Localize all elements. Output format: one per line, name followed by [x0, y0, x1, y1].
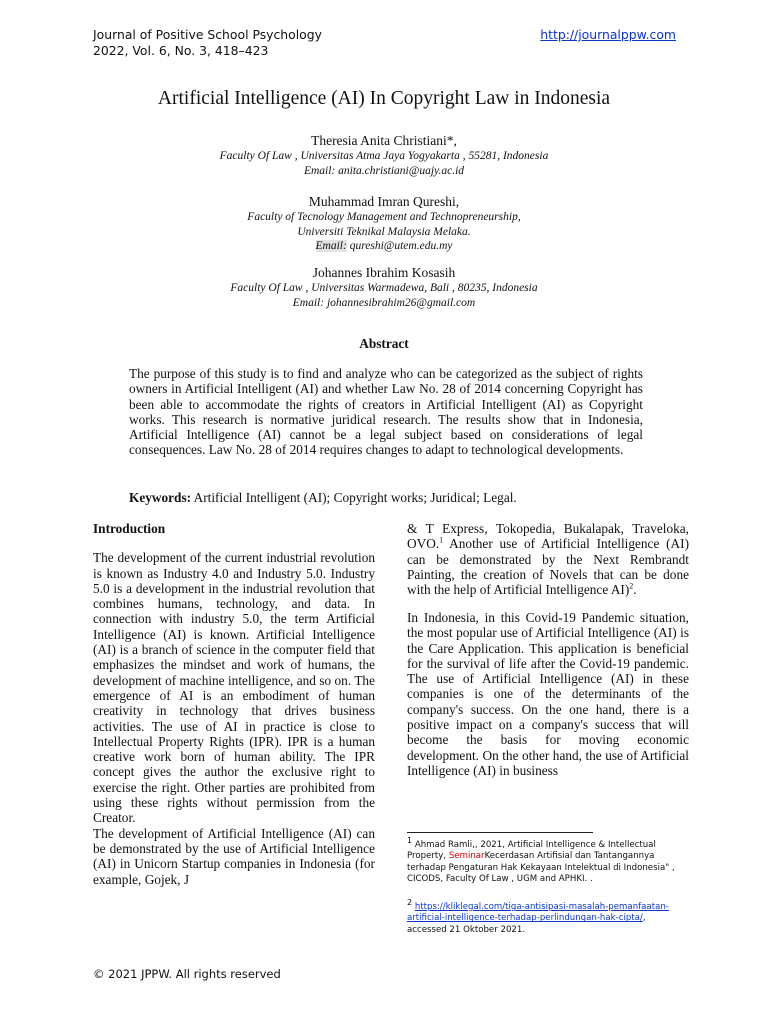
- author-block: [0, 193, 768, 254]
- paragraph: In Indonesia, in this Covid-19 Pandemic situation, the most popular use of Artificial Intelligence (AI) is the Care Application. This application is beneficial for the survival of life after the Covid-19 pandemic. The use of Artificial Intelligence (AI) in these companies is one of the determinants of the company's success. On the one hand, there is a positive impact on a company's success that will become the basis for moving economic development. On the other hand, the use of Artificial Intelligence (AI) in business: [407, 609, 689, 778]
- footnote-link[interactable]: https://kliklegal.com/tiga-antisipasi-masalah-pemanfaatan-artificial-intelligence-terhadap-perlindungan-hak-cipta/: [407, 902, 669, 924]
- author-email: [0, 164, 768, 179]
- journal-name: Journal of Positive School Psychology: [93, 27, 322, 42]
- left-column: [93, 521, 375, 899]
- journal-url-link[interactable]: http://journalppw.com: [540, 27, 676, 42]
- author-name: Johannes Ibrahim Kosasih: [312, 265, 456, 280]
- author-email: [0, 239, 768, 254]
- right-column: [407, 521, 689, 791]
- author-affiliation: Faculty Of Law , Universitas Warmadewa, Bali , 80235, Indonesia: [230, 282, 538, 294]
- email-label: Email:: [303, 164, 336, 177]
- footnote-number: 2: [407, 898, 413, 908]
- paragraph-text: Another use of Artificial Intelligence (AI) can be demonstrated by the Next Rembrandt Painting, the creation of Novels that can be done with the help of Artificial Intelligence AI): [407, 536, 689, 598]
- paragraph-text: & T Express, Tokopedia, Bukalapak, Traveloka, OVO.: [407, 521, 689, 552]
- paragraph: [407, 521, 689, 597]
- paragraph: The development of Artificial Intelligence (AI) can be demonstrated by the use of Artificial Intelligence (AI) in Unicorn Startup companies in Indonesia (for example, Gojek, J: [93, 825, 375, 887]
- footnote-1: [407, 836, 679, 886]
- footnote-number: 1: [407, 836, 413, 846]
- footnote-ref[interactable]: 2: [629, 581, 634, 591]
- copyright-footer: © 2021 JPPW. All rights reserved: [93, 967, 281, 981]
- author-name: Theresia Anita Christiani*,: [311, 133, 457, 148]
- author-affiliation: Faculty of Tecnology Management and Technopreneurship,: [247, 211, 521, 223]
- journal-header: [93, 27, 322, 59]
- footnote-ref[interactable]: 1: [439, 535, 444, 545]
- email-address: qureshi@utem.edu.my: [346, 240, 453, 252]
- keywords-label: Keywords:: [129, 490, 192, 505]
- abstract-heading: Abstract: [359, 336, 409, 351]
- footnote-text: Kecerdasan Artifisial dan Tantangannya terhadap Pengaturan Hak Kekayaan Intelektual di Indonesia" , CICODS, Faculty Of Law , UGM and APHKI. .: [407, 851, 675, 885]
- paragraph-text: .: [633, 582, 637, 598]
- keywords-text: Artificial Intelligent (AI); Copyright works; Juridical; Legal.: [191, 490, 517, 505]
- author-affiliation: Universiti Teknikal Malaysia Melaka.: [297, 225, 471, 238]
- journal-issue: 2022, Vol. 6, No. 3, 418–423: [93, 43, 269, 58]
- author-block: [0, 264, 768, 310]
- footnote-separator: [407, 832, 593, 833]
- keywords: [129, 490, 659, 506]
- email-label: Email:: [315, 240, 347, 252]
- author-email: [0, 296, 768, 311]
- footnote-text: Ahmad Ramli,, 2021, Artificial Intelligence & Intellectual Property,: [407, 840, 656, 862]
- footnote-2: [407, 898, 679, 936]
- paper-title: Artificial Intelligence (AI) In Copyright Law in Indonesia: [157, 88, 611, 109]
- footnote-text: , accessed 21 Oktober 2021.: [407, 913, 646, 935]
- abstract-text: The purpose of this study is to find and analyze who can be categorized as the subject of rights owners in Artificial Intelligent (AI) and whether Law No. 28 of 2014 concerning Copyright has been able to accommodate the rights of creators in Artificial Intelligent (AI) as Copyright works. This research is normative juridical research. The results show that in Indonesia, Artificial Intelligence (AI) cannot be a legal subject based on considerations of legal consequences. Law No. 28 of 2014 requires changes to adapt to technological developments.: [129, 366, 643, 458]
- author-affiliation: Faculty Of Law , Universitas Atma Jaya Yogyakarta , 55281, Indonesia: [219, 150, 549, 162]
- email-address: anita.christiani@uajy.ac.id: [335, 164, 465, 177]
- email-address: johannesibrahim26@gmail.com: [324, 296, 476, 309]
- email-label: Email:: [292, 296, 325, 309]
- footnote-text: Seminar: [448, 851, 485, 862]
- section-heading-introduction: Introduction: [93, 521, 166, 536]
- paragraph: The development of the current industrial revolution is known as Industry 4.0 and Industry 5.0. Industry 5.0 is a development in the industrial revolution that combines humans, technology, and data. In connection with industry 5.0, the term Artificial Intelligence (AI) is known. Artificial Intelligence (AI) is a branch of science in the computer field that emphasizes the mindset and work of humans, the development of machine intelligence, and so on. The emergence of AI is an embodiment of human creativity in technology that drives business activities. The use of AI in practice is close to Intellectual Property Rights (IPR). IPR is a human creative work born of human ability. The IPR concept gives the author the exclusive right to exercise the right. Other parties are prohibited from using these rights without permission from the Creator.: [93, 550, 375, 826]
- author-block: [0, 132, 768, 178]
- author-name: Muhammad Imran Qureshi,: [308, 194, 460, 209]
